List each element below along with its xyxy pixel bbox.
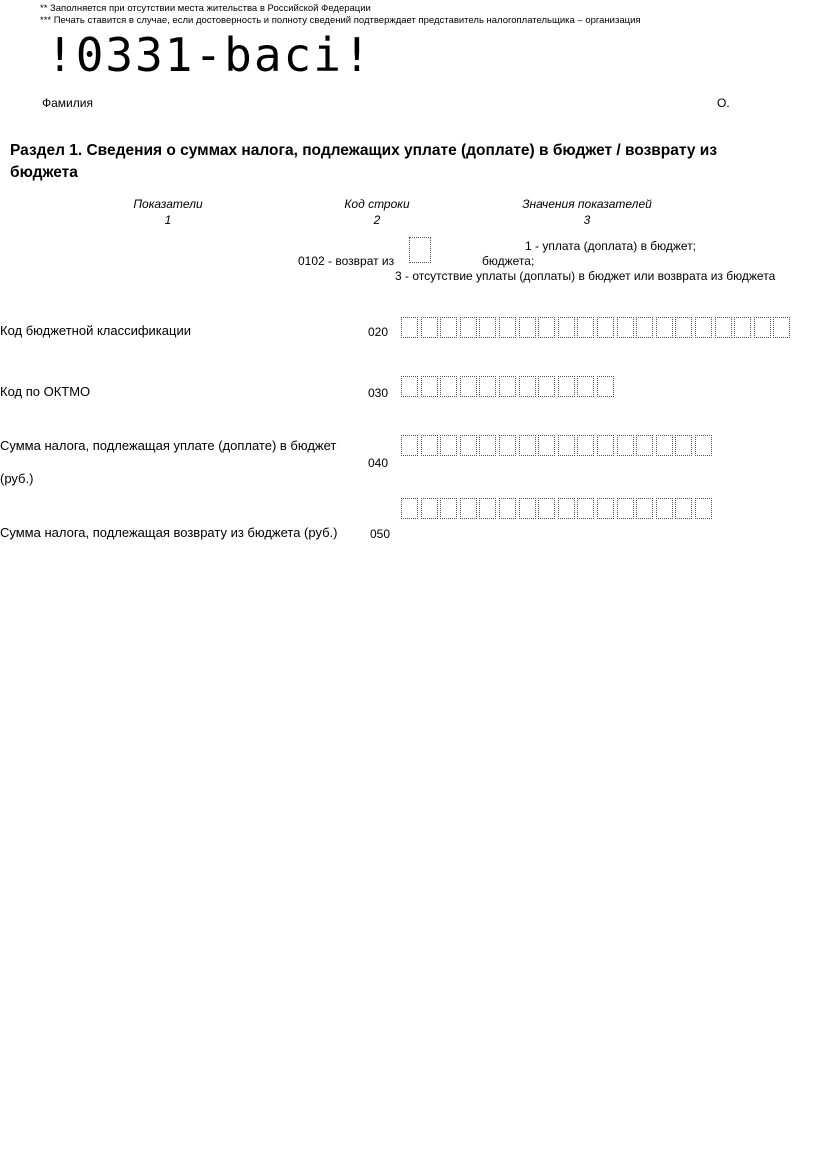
input-cell[interactable] xyxy=(519,317,536,338)
input-cell[interactable] xyxy=(460,435,477,456)
row040-label-line2: (руб.) xyxy=(0,471,34,486)
input-cell[interactable] xyxy=(636,435,653,456)
row050-label: Сумма налога, подлежащая возврату из бюджета (руб.) xyxy=(0,525,338,540)
col-values-num: 3 xyxy=(583,213,591,227)
input-cell[interactable] xyxy=(597,317,614,338)
input-cell[interactable] xyxy=(656,435,673,456)
input-cell[interactable] xyxy=(519,435,536,456)
row030-cells[interactable] xyxy=(401,376,617,397)
input-cell[interactable] xyxy=(440,435,457,456)
surname-label: Фамилия xyxy=(42,96,93,110)
input-cell[interactable] xyxy=(656,498,673,519)
input-cell[interactable] xyxy=(519,376,536,397)
input-cell[interactable] xyxy=(695,317,712,338)
row010-option-3: 3 - отсутствие уплаты (доплаты) в бюджет или возврата из бюджета xyxy=(395,269,776,283)
input-cell[interactable] xyxy=(558,317,575,338)
input-cell[interactable] xyxy=(558,376,575,397)
input-cell[interactable] xyxy=(617,317,634,338)
row040-cells[interactable] xyxy=(401,435,715,456)
input-cell[interactable] xyxy=(519,498,536,519)
col-indicators: Показатели xyxy=(133,197,203,211)
row040-label-line1: Сумма налога, подлежащая уплате (доплате) в бюджет xyxy=(0,438,337,453)
row030-code: 030 xyxy=(368,386,389,400)
input-cell[interactable] xyxy=(440,498,457,519)
input-cell[interactable] xyxy=(421,498,438,519)
input-cell[interactable] xyxy=(597,498,614,519)
input-cell[interactable] xyxy=(479,435,496,456)
input-cell[interactable] xyxy=(479,376,496,397)
input-cell[interactable] xyxy=(773,317,790,338)
footnote-stamp: *** Печать ставится в случае, если достоверность и полноту сведений подтверждает представитель налогоплательщика – организация xyxy=(40,15,641,26)
input-cell[interactable] xyxy=(597,435,614,456)
input-cell[interactable] xyxy=(440,317,457,338)
section-title: Раздел 1. Сведения о суммах налога, подлежащих уплате (доплате) в бюджет / возврату из бюджета xyxy=(10,142,718,181)
input-cell[interactable] xyxy=(538,376,555,397)
input-cell[interactable] xyxy=(715,317,732,338)
input-cell[interactable] xyxy=(558,498,575,519)
input-cell[interactable] xyxy=(499,435,516,456)
input-cell[interactable] xyxy=(421,435,438,456)
input-cell[interactable] xyxy=(440,376,457,397)
input-cell[interactable] xyxy=(695,498,712,519)
input-cell[interactable] xyxy=(558,435,575,456)
input-cell[interactable] xyxy=(421,317,438,338)
input-cell[interactable] xyxy=(734,317,751,338)
input-cell[interactable] xyxy=(460,317,477,338)
row050-cells[interactable] xyxy=(401,498,715,519)
footnote-residence: ** Заполняется при отсутствии места жительства в Российской Федерации xyxy=(40,3,371,14)
col-indicators-num: 1 xyxy=(164,213,172,227)
input-cell[interactable] xyxy=(597,376,614,397)
row010-label: 0102 - возврат из xyxy=(298,254,395,268)
input-cell[interactable] xyxy=(636,498,653,519)
input-cell[interactable] xyxy=(499,498,516,519)
input-cell[interactable] xyxy=(538,317,555,338)
row010-option-1: 1 - уплата (доплата) в бюджет; xyxy=(525,239,697,253)
input-cell[interactable] xyxy=(656,317,673,338)
input-cell[interactable] xyxy=(421,376,438,397)
row040-code: 040 xyxy=(368,456,389,470)
input-cell[interactable] xyxy=(577,376,594,397)
row030-label: Код по ОКТМО xyxy=(0,384,91,399)
input-cell[interactable] xyxy=(409,237,431,263)
input-cell[interactable] xyxy=(401,317,418,338)
input-cell[interactable] xyxy=(499,317,516,338)
input-cell[interactable] xyxy=(479,498,496,519)
form-barcode: !0331-baci! xyxy=(46,28,373,82)
input-cell[interactable] xyxy=(538,498,555,519)
col-line-code-num: 2 xyxy=(373,213,381,227)
input-cell[interactable] xyxy=(577,317,594,338)
input-cell[interactable] xyxy=(401,376,418,397)
input-cell[interactable] xyxy=(401,498,418,519)
input-cell[interactable] xyxy=(675,317,692,338)
input-cell[interactable] xyxy=(401,435,418,456)
input-cell[interactable] xyxy=(460,498,477,519)
input-cell[interactable] xyxy=(538,435,555,456)
input-cell[interactable] xyxy=(754,317,771,338)
row010-cells[interactable] xyxy=(409,237,434,263)
input-cell[interactable] xyxy=(617,498,634,519)
row050-code: 050 xyxy=(370,527,391,541)
row010-option-2: бюджета; xyxy=(482,254,535,268)
input-cell[interactable] xyxy=(577,498,594,519)
input-cell[interactable] xyxy=(499,376,516,397)
initials-label: О. xyxy=(717,96,730,110)
row020-cells[interactable] xyxy=(401,317,793,338)
row020-label: Код бюджетной классификации xyxy=(0,323,191,338)
input-cell[interactable] xyxy=(617,435,634,456)
input-cell[interactable] xyxy=(479,317,496,338)
col-line-code: Код строки xyxy=(344,197,410,211)
row020-code: 020 xyxy=(368,325,389,339)
input-cell[interactable] xyxy=(636,317,653,338)
input-cell[interactable] xyxy=(695,435,712,456)
input-cell[interactable] xyxy=(675,498,692,519)
col-values: Значения показателей xyxy=(522,197,652,211)
input-cell[interactable] xyxy=(675,435,692,456)
input-cell[interactable] xyxy=(460,376,477,397)
input-cell[interactable] xyxy=(577,435,594,456)
